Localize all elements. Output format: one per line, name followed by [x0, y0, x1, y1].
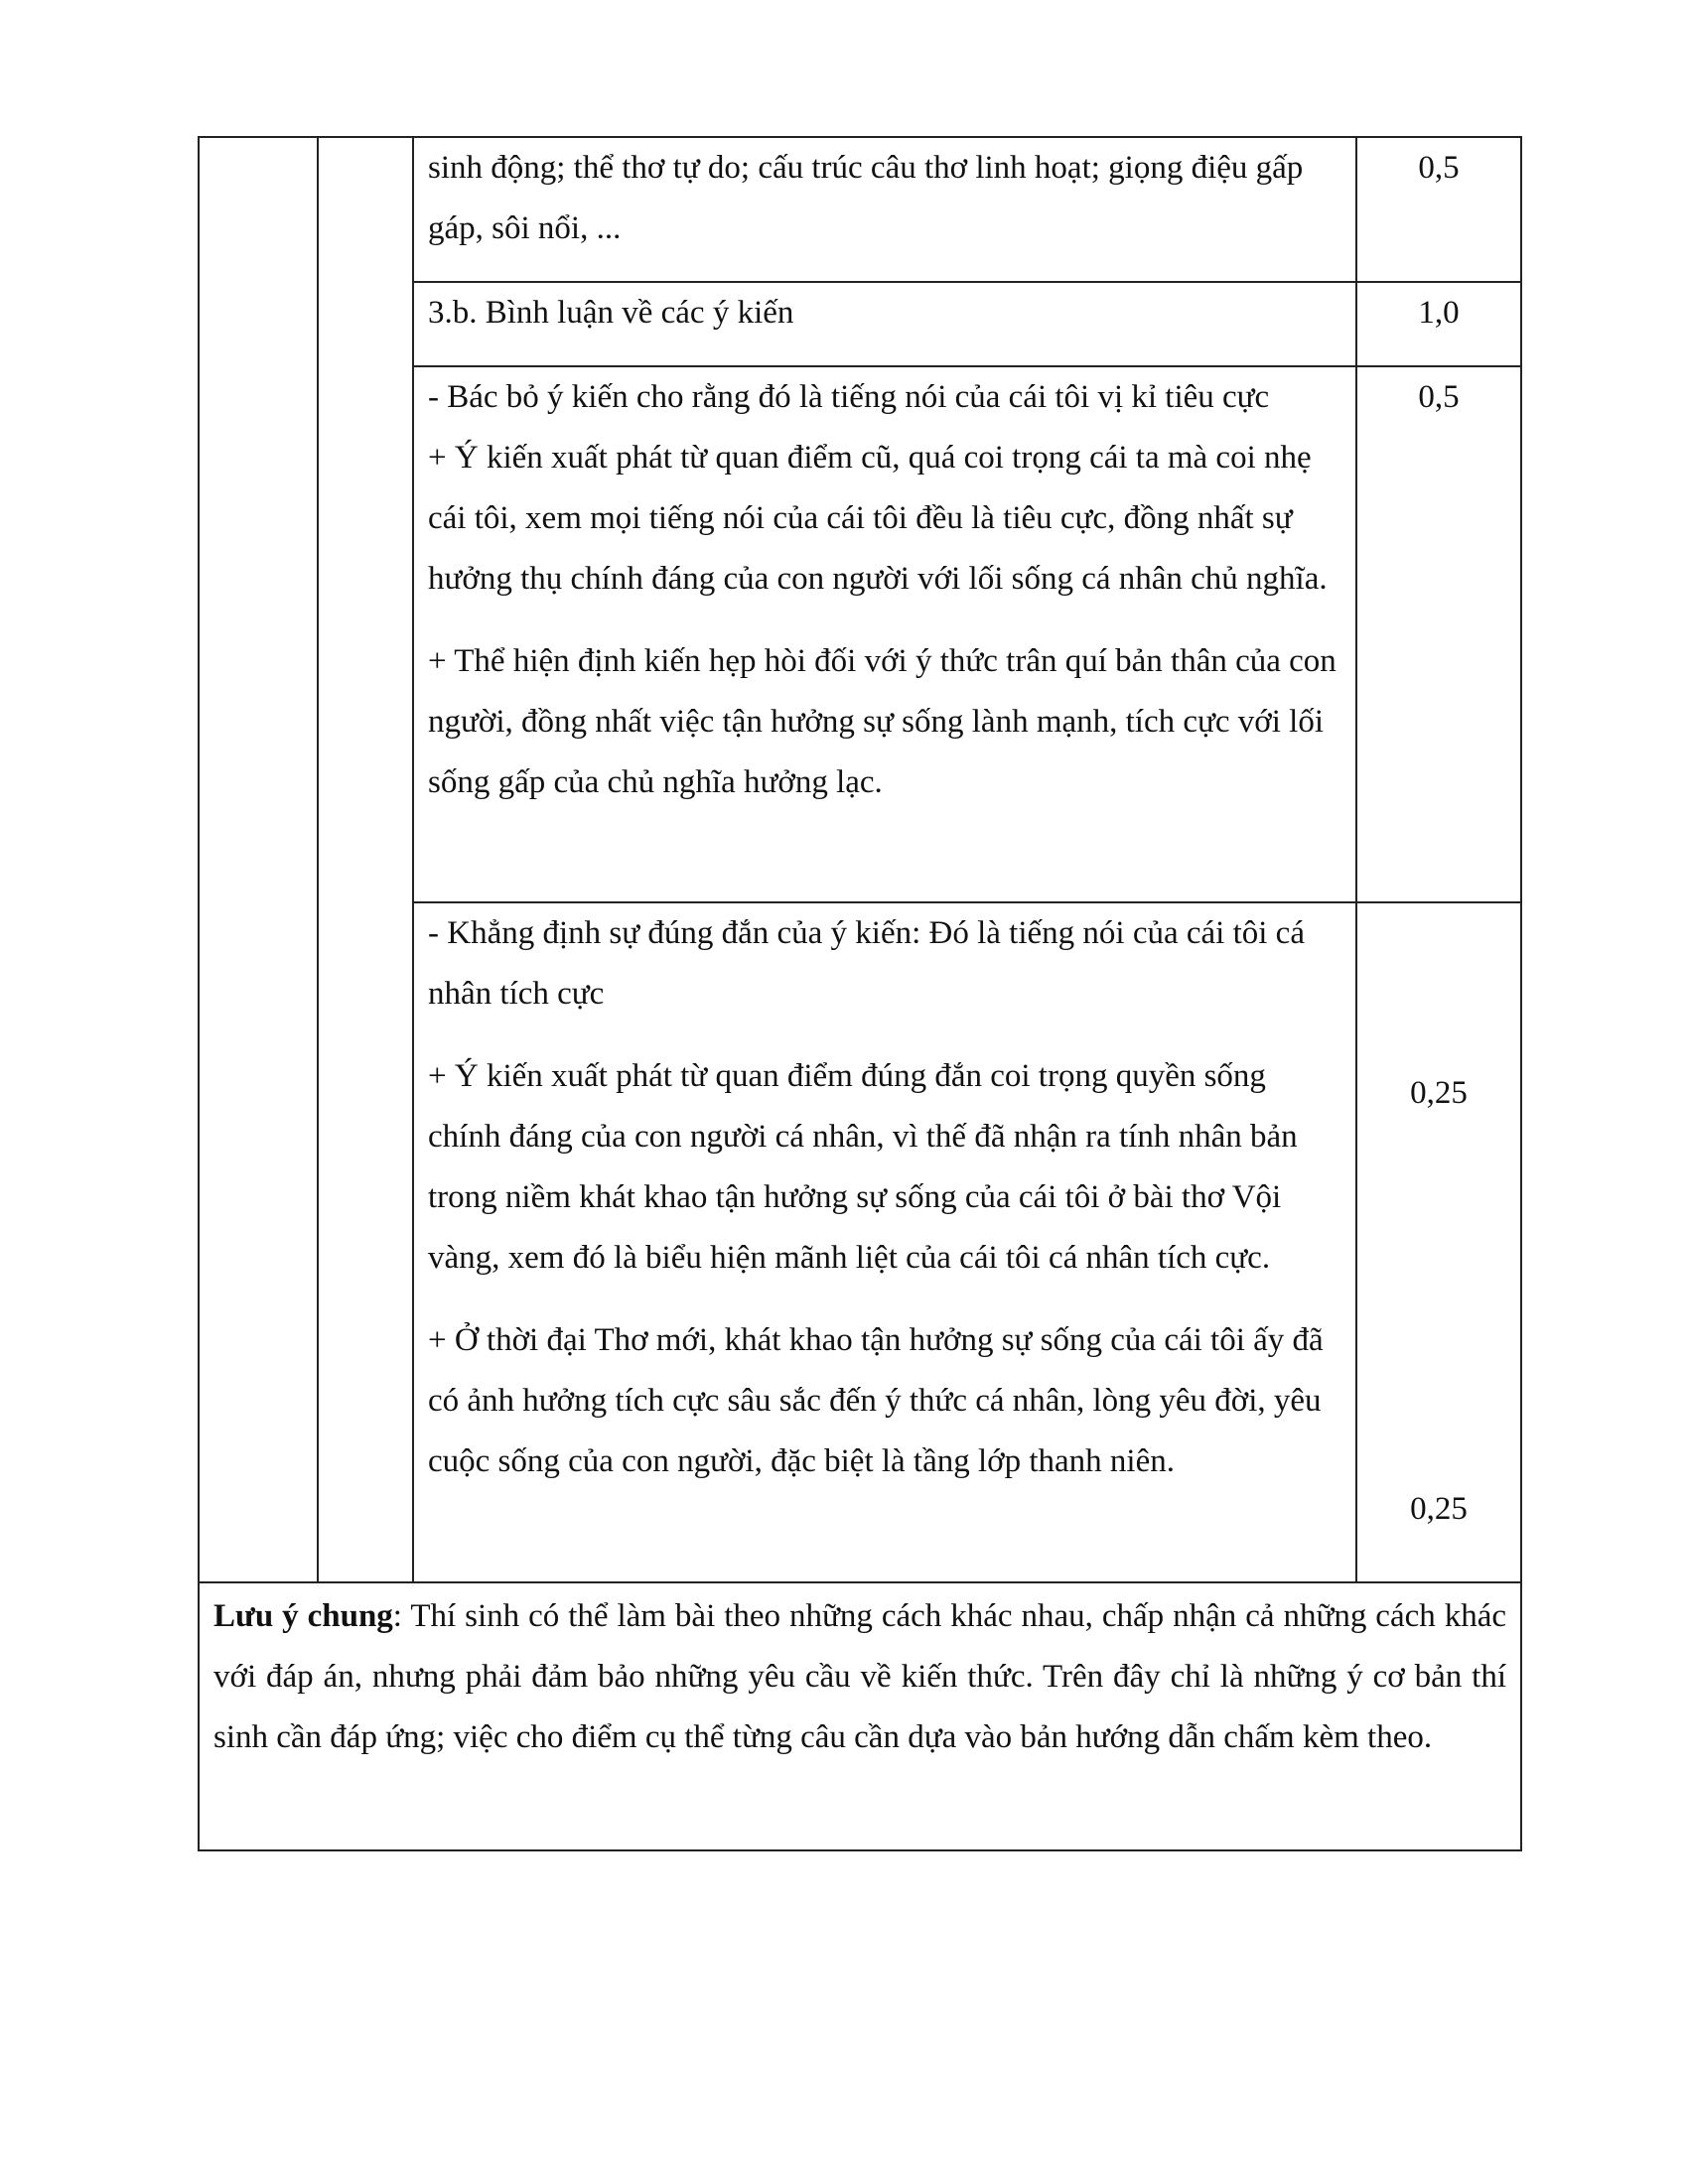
note-label: Lưu ý chung	[213, 1598, 393, 1634]
content-cell	[413, 902, 1356, 1582]
score-cell	[1356, 282, 1521, 366]
answer-key-table	[198, 136, 1522, 1851]
score-value: 0,25	[1410, 1491, 1468, 1527]
content-paragraph: 3.b. Bình luận về các ý kiến	[428, 295, 794, 331]
note-text: : Thí sinh có thể làm bài theo những cách khác nhau, chấp nhận cả những cách khác với đáp án, nhưng phải đảm bảo những yêu cầu về kiến thức. Trên đây chỉ là những ý cơ bản thí sinh cần đáp ứng; việc cho điểm cụ thể từng câu cần dựa vào bản hướng dẫn chấm kèm theo.	[213, 1598, 1506, 1755]
content-paragraph: sinh động; thể thơ tự do; cấu trúc câu thơ linh hoạt; giọng điệu gấp gáp, sôi nổi, ...	[428, 150, 1304, 246]
content-paragraph: + Ở thời đại Thơ mới, khát khao tận hưởng sự sống của cái tôi ấy đã có ảnh hưởng tích cực sâu sắc đến ý thức cá nhân, lòng yêu đời, yêu cuộc sống của con người, đặc biệt là tầng lớp thanh niên.	[428, 1322, 1324, 1479]
content-cell	[413, 137, 1356, 282]
merged-part-cell	[318, 137, 413, 1582]
table-row	[199, 137, 1521, 282]
score-value: 1,0	[1418, 295, 1460, 331]
score-cell	[1356, 137, 1521, 282]
note-cell	[199, 1582, 1521, 1850]
content-paragraph: + Ý kiến xuất phát từ quan điểm đúng đắn coi trọng quyền sống chính đáng của con người cá nhân, vì thế đã nhận ra tính nhân bản trong niềm khát khao tận hưởng sự sống của cái tôi ở bài thơ Vội vàng, xem đó là biểu hiện mãnh liệt của cái tôi cá nhân tích cực.	[428, 1058, 1298, 1276]
content-cell	[413, 366, 1356, 902]
content-paragraph: - Khẳng định sự đúng đắn của ý kiến: Đó là tiếng nói của cái tôi cá nhân tích cực	[428, 915, 1305, 1012]
content-paragraph: - Bác bỏ ý kiến cho rằng đó là tiếng nói của cái tôi vị kỉ tiêu cực	[428, 379, 1270, 415]
score-cell	[1356, 902, 1521, 1582]
content-paragraph: + Thể hiện định kiến hẹp hòi đối với ý thức trân quí bản thân của con người, đồng nhất việc tận hưởng sự sống lành mạnh, tích cực với lối sống gấp của chủ nghĩa hưởng lạc.	[428, 643, 1336, 800]
score-value: 0,5	[1418, 379, 1460, 415]
content-cell	[413, 282, 1356, 366]
note-row	[199, 1582, 1521, 1850]
score-cell	[1356, 366, 1521, 902]
score-value: 0,5	[1418, 150, 1460, 186]
score-value: 0,25	[1410, 1075, 1468, 1111]
content-paragraph: + Ý kiến xuất phát từ quan điểm cũ, quá coi trọng cái ta mà coi nhẹ cái tôi, xem mọi tiếng nói của cái tôi đều là tiêu cực, đồng nhất sự hưởng thụ chính đáng của con người với lối sống cá nhân chủ nghĩa.	[428, 440, 1328, 597]
merged-question-cell	[199, 137, 318, 1582]
